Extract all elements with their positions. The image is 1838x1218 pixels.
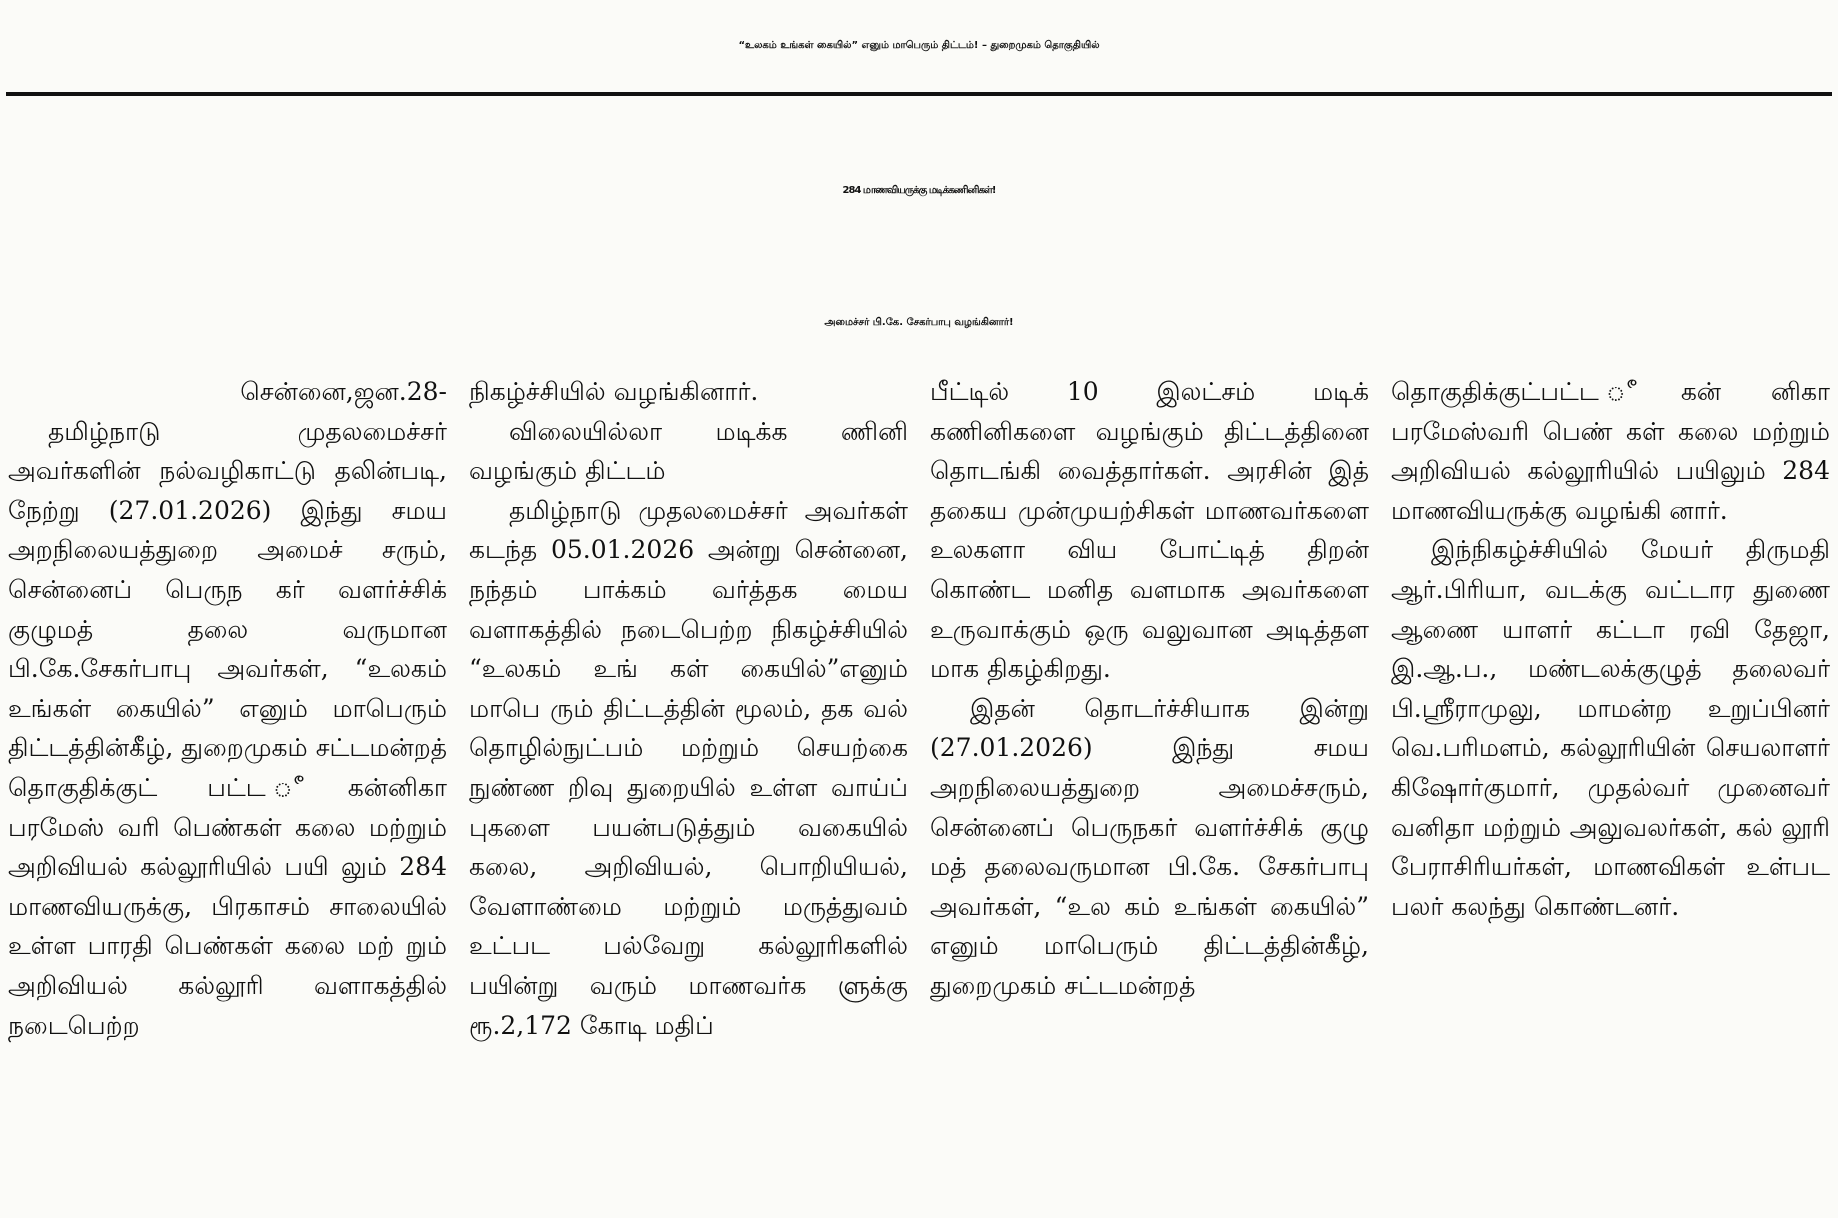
column-2 [469,372,908,1218]
section-subheading: விலையில்லா மடிக்க ணினி வழங்கும் திட்டம் [469,416,908,486]
paragraph: இதன் தொடர்ச்சியாக இன்று (27.01.2026) இந்து சமய அறநிலையத்துறை அமைச்சரும், சென்னைப் பெருநகர் வளர்ச்சிக் குழு மத் தலைவருமான பி.கே. சேகர்பாபு அவர்கள், “உல கம் உங்கள் கையில்” எனும் மாபெரும் திட்டத்தின்கீழ், துறைமுகம் சட்டமன்றத் [930,693,1369,1000]
paragraph: இந்நிகழ்ச்சியில் மேயர் திருமதி ஆர்.பிரியா, வடக்கு வட்டார துணை ஆணை யாளர் கட்டா ரவி தேஜா, இ.ஆ.ப., மண்டலக்குழுத் தலைவர் பி.ஸ்ரீராமுலு, மாமன்ற உறுப்பினர் வெ.பரிமளம், கல்லூரியின் செயலாளர் கிஷோர்குமார், முதல்வர் முனைவர் வனிதா மற்றும் அலுவலர்கள், கல் லூரி பேராசிரியர்கள், மாணவிகள் உள்பட பலர் கலந்து கொண்டனர். [1391,535,1830,921]
dateline: சென்னை,ஜன.28- [240,377,447,406]
main-headline: 284 மாணவியருக்கு மடிக்கணினிகள்! [842,185,996,196]
column-3 [930,372,1369,1218]
kicker-headline: “உலகம் உங்கள் கையில்” எனும் மாபெரும் திட்டம்! – துறைமுகம் தொகுதியில் [738,40,1100,51]
paragraph: தமிழ்நாடு முதலமைச்சர் அவர்கள் கடந்த 05.01.2026 அன்று சென்னை, நந்தம் பாக்கம் வர்த்தக மைய வளாகத்தில் நடைபெற்ற நிகழ்ச்சியில் “உலகம் உங் கள் கையில்”எனும் மாபெ ரும் திட்டத்தின் மூலம், தக வல் தொழில்நுட்பம் மற்றும் செயற்கை நுண்ண றிவு துறையில் உள்ள வாய்ப் புகளை பயன்படுத்தும் வகையில் கலை, அறிவியல், பொறியியல், வேளாண்மை மற்றும் மருத்துவம் உட்பட பல்வேறு கல்லூரிகளில் பயின்று வரும் மாணவர்க ளுக்கு ரூ.2,172 கோடி மதிப் [469,495,908,1040]
article-body [8,372,1830,1218]
paragraph: தமிழ்நாடு முதலமைச்சர் அவர்களின் நல்வழிகாட்டு தலின்படி, நேற்று (27.01.2026) இந்து சமய அறநிலையத்துறை அமைச் சரும், சென்னைப் பெருந கர் வளர்ச்சிக் குழுமத் தலை வருமான பி.கே.சேகர்பாபு அவர்கள், “உலகம் உங்கள் கையில்” எனும் மாபெரும் திட்டத்தின்கீழ், துறைமுகம் சட்டமன்றத் தொகுதிக்குட் பட்ட ீகன்னிகா பரமேஸ் வரி பெண்கள் கலை மற்றும் அறிவியல் கல்லூரியில் பயி லும் 284 மாணவியருக்கு, பிரகாசம் சாலையில் உள்ள பாரதி பெண்கள் கலை மற் றும் அறிவியல் கல்லூரி வளாகத்தில் நடைபெற்ற [8,416,447,1040]
paragraph: தொகுதிக்குட்பட்ட ீகன் னிகா பரமேஸ்வரி பெண் கள் கலை மற்றும் அறிவியல் கல்லூரியில் பயிலும் 284 மாணவியருக்கு வழங்கி னார். [1391,377,1830,525]
kicker-underline [6,92,1832,96]
paragraph: பீட்டில் 10 இலட்சம் மடிக் கணினிகளை வழங்கும் திட்டத்தினை தொடங்கி வைத்தார்கள். அரசின் இத் தகைய முன்முயற்சிகள் மாணவர்களை உலகளா விய போட்டித் திறன் கொண்ட மனித வளமாக அவர்களை உருவாக்கும் ஒரு வலுவான அடித்தள மாக திகழ்கிறது. [930,377,1369,684]
paragraph: நிகழ்ச்சியில் வழங்கினார். [469,377,759,406]
column-1 [8,372,447,1218]
column-4 [1391,372,1830,1218]
subheadline: அமைச்சர் பி.கே. சேகர்பாபு வழங்கினார்! [824,317,1014,328]
